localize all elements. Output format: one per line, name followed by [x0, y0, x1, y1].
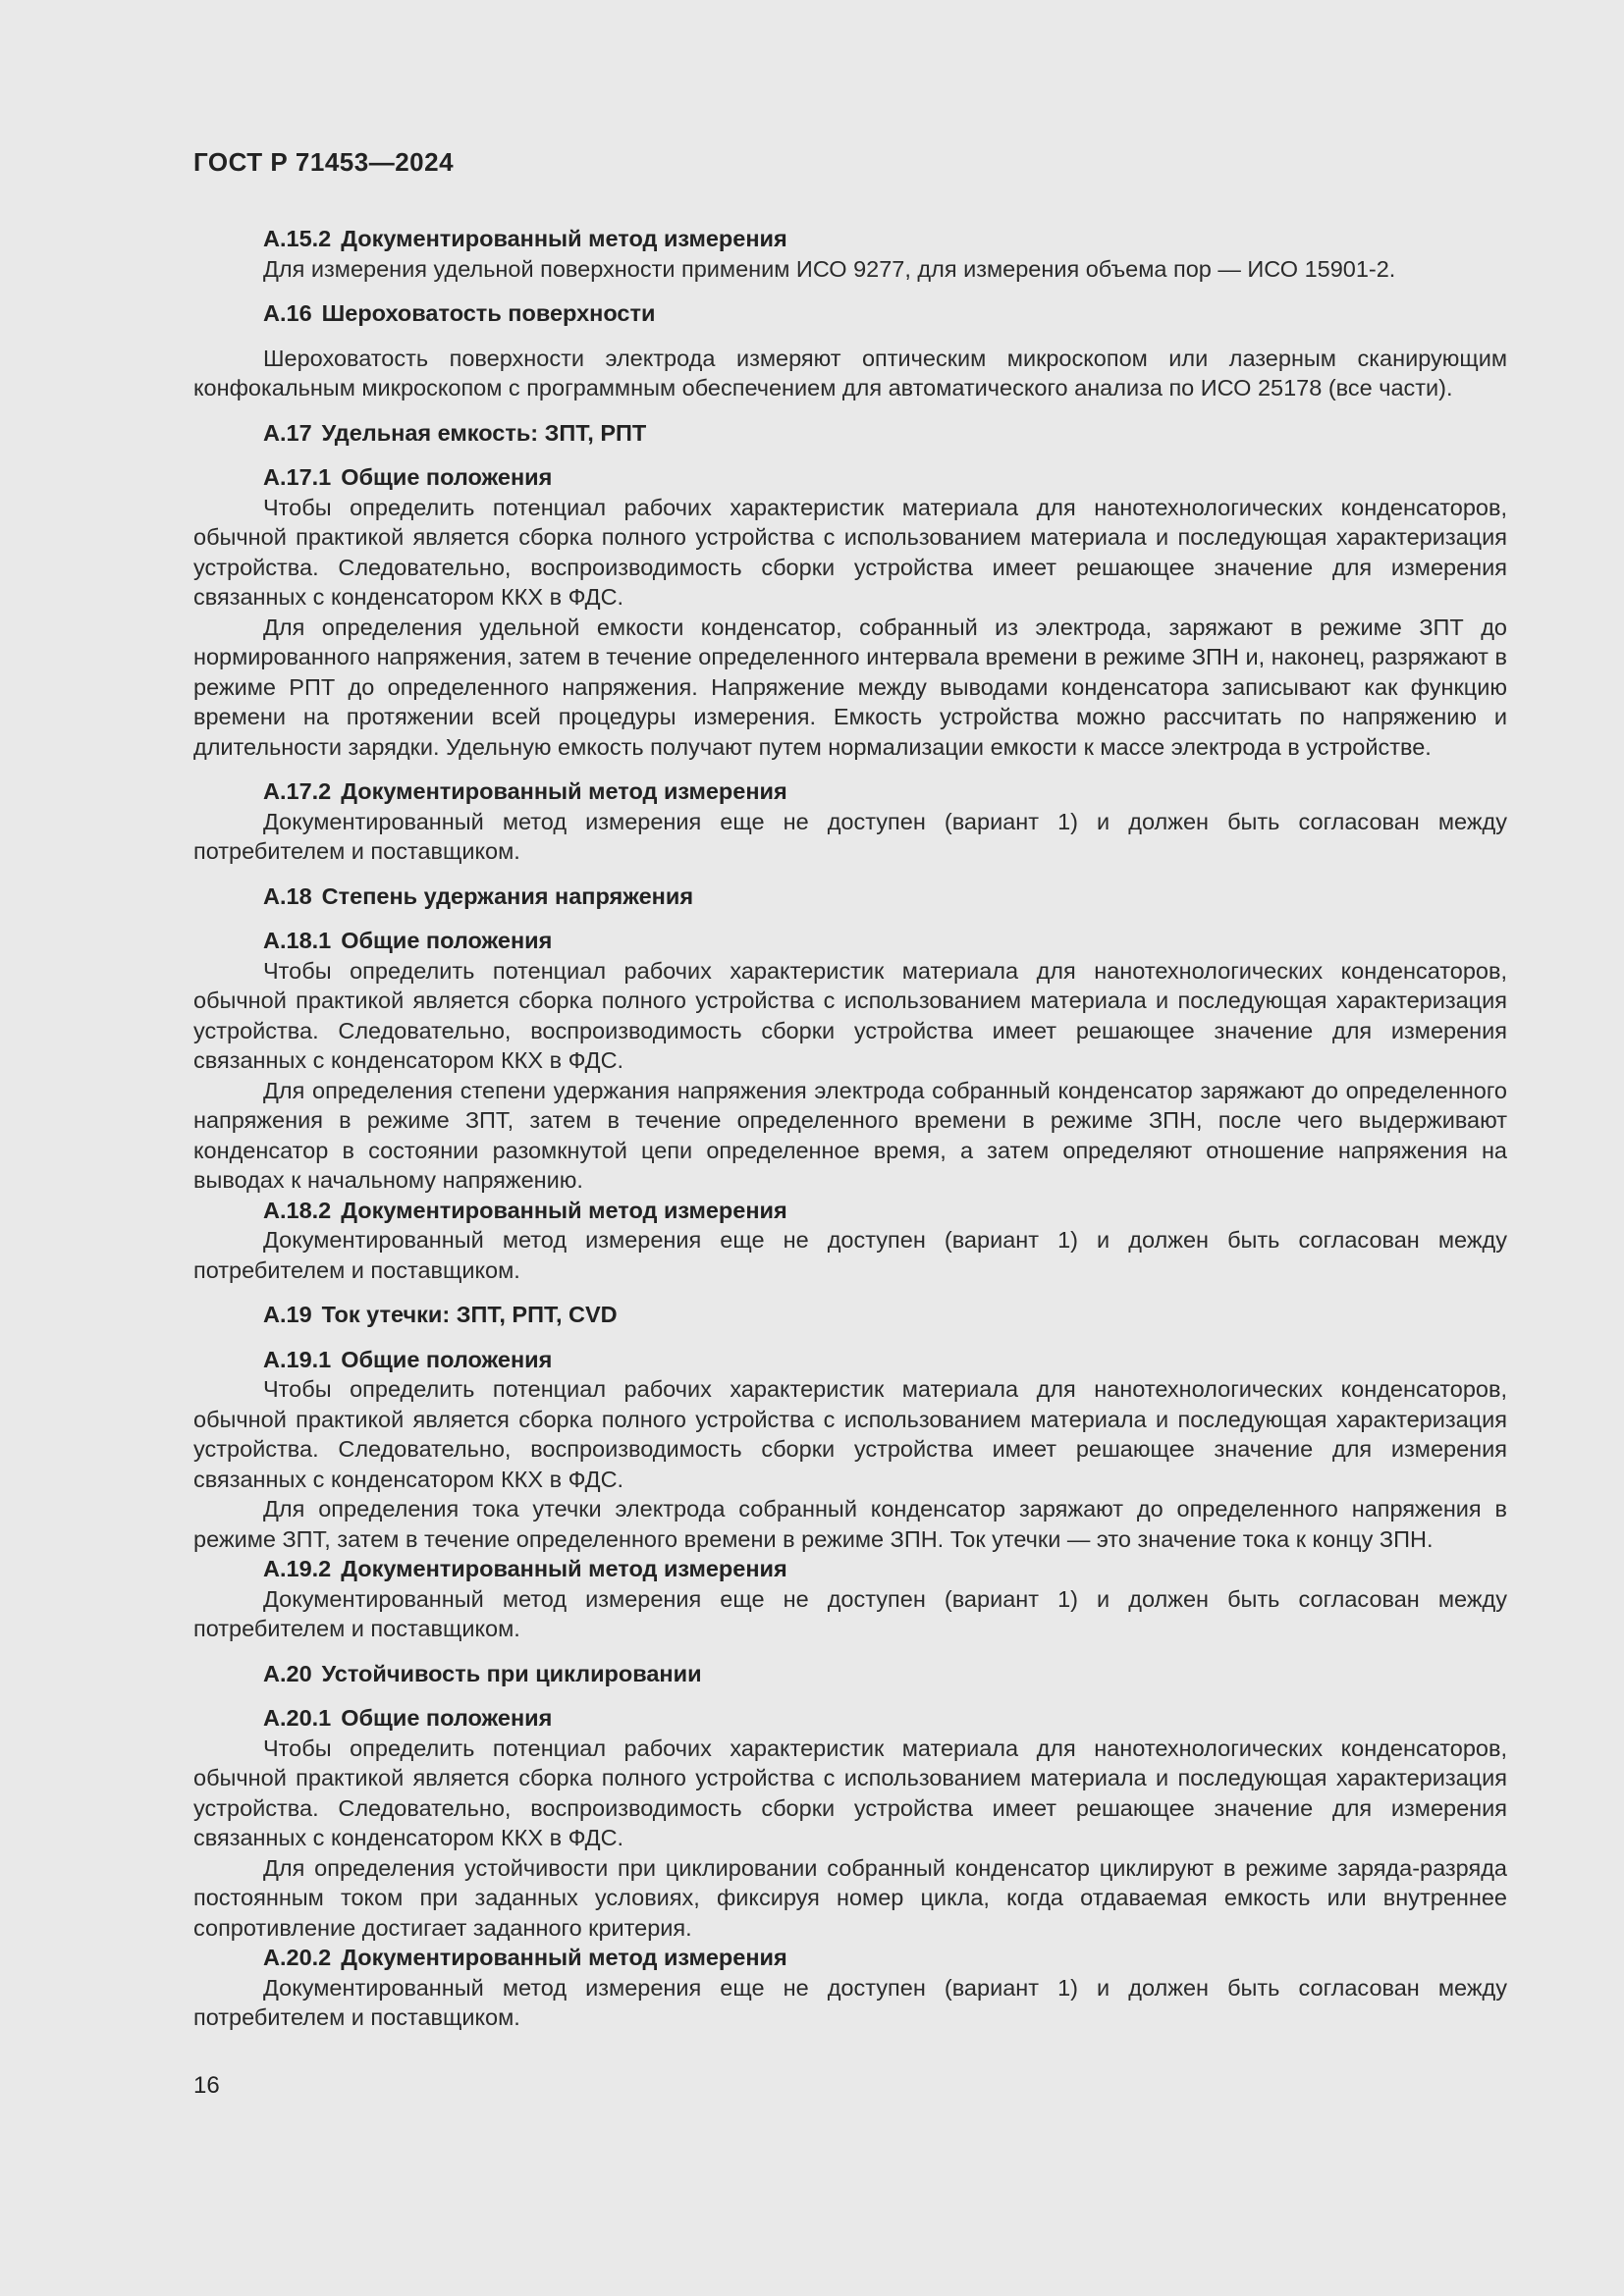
section-title: Устойчивость при циклировании: [321, 1660, 702, 1686]
section-number: А.19.2: [263, 1556, 332, 1581]
section-number: А.17.1: [263, 464, 332, 490]
section-heading: [193, 462, 1507, 493]
section-title: Документированный метод измерения: [341, 778, 787, 804]
section-number: А.19.1: [263, 1346, 332, 1372]
section-number: А.20: [263, 1660, 312, 1686]
document-body: [193, 224, 1507, 2033]
section-title: Общие положения: [341, 1705, 553, 1731]
body-paragraph: Чтобы определить потенциал рабочих характеристик материала для нанотехнологических конденсаторов, обычной практикой является сборка полного устройства с использованием материала и последующая характеризация устройства. Следовательно, воспроизводимость сборки устройства имеет решающее значение для измерения связанных с конденсатором ККХ в ФДС.: [193, 1376, 1507, 1492]
body-paragraph: Для определения устойчивости при циклировании собранный конденсатор циклируют в режиме заряда-разряда постоянным током при заданных условиях, фиксируя номер цикла, когда отдаваемая емкость или внутреннее сопротивление достигает заданного критерия.: [193, 1854, 1507, 1941]
body-paragraph: Документированный метод измерения еще не доступен (вариант 1) и должен быть согласован между потребителем и поставщиком.: [193, 1227, 1507, 1283]
body-paragraph: Документированный метод измерения еще не доступен (вариант 1) и должен быть согласован между потребителем и поставщиком.: [193, 808, 1507, 864]
section-number: А.20.1: [263, 1705, 332, 1731]
body-paragraph: Чтобы определить потенциал рабочих характеристик материала для нанотехнологических конденсаторов, обычной практикой является сборка полного устройства с использованием материала и последующая характеризация устройства. Следовательно, воспроизводимость сборки устройства имеет решающее значение для измерения связанных с конденсатором ККХ в ФДС.: [193, 494, 1507, 610]
section-title: Шероховатость поверхности: [321, 300, 656, 326]
section-number: А.15.2: [263, 226, 332, 251]
section-heading: [193, 418, 1507, 449]
section-heading: [193, 881, 1507, 912]
body-paragraph: Для определения удельной емкости конденсатор, собранный из электрода, заряжают в режиме ЗПТ до нормированного напряжения, затем в течение определенного интервала времени в режиме ЗПН и, наконец, разряжают в режиме РПТ до определенного напряжения. Напряжение между выводами конденсатора записывают как функцию времени на протяжении всей процедуры измерения. Емкость устройства можно рассчитать по напряжению и длительности зарядки. Удельную емкость получают путем нормализации емкости к массе электрода в устройстве.: [193, 614, 1507, 760]
section-title: Документированный метод измерения: [341, 1556, 787, 1581]
section-heading: [193, 298, 1507, 329]
section-heading: [193, 926, 1507, 956]
section-heading: [193, 1345, 1507, 1375]
body-paragraph: Документированный метод измерения еще не доступен (вариант 1) и должен быть согласован между потребителем и поставщиком.: [193, 1585, 1507, 1641]
section-number: А.18: [263, 882, 312, 909]
section-heading: [193, 1196, 1507, 1226]
body-paragraph: Для определения степени удержания напряжения электрода собранный конденсатор заряжают до определенного напряжения в режиме ЗПТ, затем в течение определенного времени в режиме ЗПН, после чего выдерживают конденсатор в состоянии разомкнутой цепи определенное время, а затем определяют отношение напряжения на выводах к начальному напряжению.: [193, 1077, 1507, 1193]
section-title: Общие положения: [341, 464, 553, 490]
section-title: Удельная емкость: ЗПТ, РПТ: [321, 419, 647, 446]
body-paragraph: Для определения тока утечки электрода собранный конденсатор заряжают до определенного напряжения в режиме ЗПТ, затем в течение определенного времени в режиме ЗПН. Ток утечки — это значение тока к концу ЗПН.: [193, 1496, 1507, 1552]
section-number: А.16: [263, 300, 312, 326]
section-number: А.17: [263, 419, 312, 446]
section-number: А.19: [263, 1302, 312, 1327]
body-paragraph: Шероховатость поверхности электрода измеряют оптическим микроскопом или лазерным сканирующим конфокальным микроскопом с программным обеспечением для автоматического анализа по ИСО 25178 (все части).: [193, 345, 1507, 400]
page-number: 16: [193, 2072, 220, 2099]
section-title: Степень удержания напряжения: [321, 882, 694, 909]
body-paragraph: Чтобы определить потенциал рабочих характеристик материала для нанотехнологических конденсаторов, обычной практикой является сборка полного устройства с использованием материала и последующая характеризация устройства. Следовательно, воспроизводимость сборки устройства имеет решающее значение для измерения связанных с конденсатором ККХ в ФДС.: [193, 1735, 1507, 1850]
section-heading: [193, 1554, 1507, 1584]
section-title: Ток утечки: ЗПТ, РПТ, CVD: [321, 1302, 618, 1327]
body-paragraph: Для измерения удельной поверхности применим ИСО 9277, для измерения объема пор — ИСО 15901-2.: [263, 255, 1396, 282]
section-heading: [193, 224, 1507, 254]
section-number: А.18.2: [263, 1197, 332, 1223]
section-title: Документированный метод измерения: [341, 1945, 787, 1970]
body-paragraph: Чтобы определить потенциал рабочих характеристик материала для нанотехнологических конденсаторов, обычной практикой является сборка полного устройства с использованием материала и последующая характеризация устройства. Следовательно, воспроизводимость сборки устройства имеет решающее значение для измерения связанных с конденсатором ККХ в ФДС.: [193, 957, 1507, 1073]
document-code-header: ГОСТ Р 71453—2024: [193, 147, 455, 177]
section-title: Документированный метод измерения: [341, 226, 787, 251]
section-heading: [193, 1703, 1507, 1734]
section-heading: [193, 1943, 1507, 1973]
section-title: Документированный метод измерения: [341, 1197, 787, 1223]
section-heading: [193, 776, 1507, 807]
section-heading: [193, 1300, 1507, 1330]
section-number: А.18.1: [263, 928, 332, 953]
section-number: А.17.2: [263, 778, 332, 804]
section-number: А.20.2: [263, 1945, 332, 1970]
section-heading: [193, 1659, 1507, 1689]
section-title: Общие положения: [341, 1346, 553, 1372]
body-paragraph: Документированный метод измерения еще не доступен (вариант 1) и должен быть согласован между потребителем и поставщиком.: [193, 1974, 1507, 2030]
section-title: Общие положения: [341, 928, 553, 953]
